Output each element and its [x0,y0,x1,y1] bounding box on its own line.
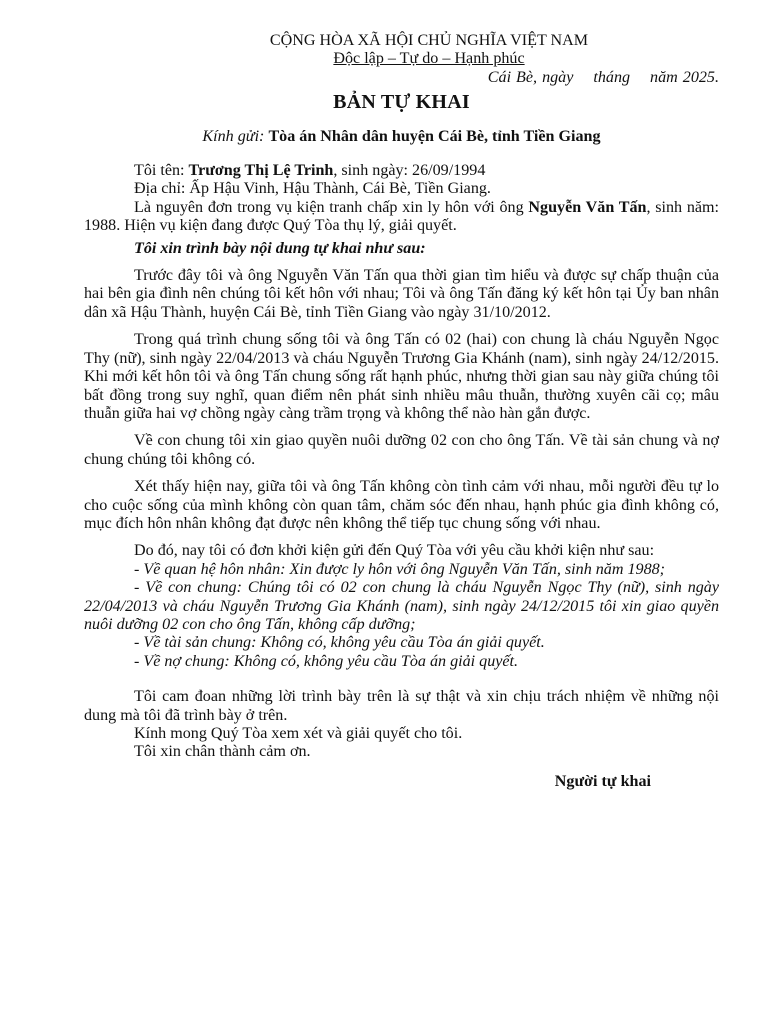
role-text-b: , sinh năm: 1988. Hiện vụ kiện đang được Quý Tòa thụ lý, giải quyết. [84,198,720,235]
section-heading: Tôi xin trình bày nội dung tự khai như sau: [134,239,426,257]
declarant-name-line [84,162,719,180]
declarant-role [84,199,719,236]
declarant-name: Trương Thị Lệ Trinh [188,162,334,180]
signature-label: Người tự khai [554,772,651,790]
declarant-birth: , sinh ngày: 26/09/1994 [333,162,486,180]
national-motto: Độc lập – Tự do – Hạnh phúc [333,50,525,68]
date-month: tháng [593,68,631,86]
date-year: năm 2025. [650,68,719,86]
request-item-property: - Về tài sản chung: Không có, không yêu cầu Tòa án giải quyết. [134,634,545,652]
document-title: BẢN TỰ KHAI [333,91,470,114]
recipient-prefix: Kính gửi: [202,127,265,145]
national-title: CỘNG HÒA XÃ HỘI CHỦ NGHĨA VIỆT NAM [269,32,589,49]
paragraph-2: Trong quá trình chung sống tôi và ông Tấn có 02 (hai) con chung là cháu Nguyễn Ngọc Thy (nữ), sinh ngày 22/04/2013 và cháu Nguyễn Trương Gia Khánh (nam), sinh ngày 24/12/2015. Khi mới kết hôn tôi và ông Tấn chung sống rất hạnh phúc, nhưng thời gian sau này giữa chúng tôi bất đồng trong suy nghĩ, quan điểm nên phát sinh nhiều mâu thuẫn, thường xuyên cãi cọ; mâu thuẫn giữa hai vợ chồng ngày càng trầm trọng và không thể nào hàn gắn được. [84,331,719,422]
closing-commitment: Tôi cam đoan những lời trình bày trên là sự thật và xin chịu trách nhiệm về những nội dung mà tôi đã trình bày ở trên. [84,688,719,724]
declarant-address: Địa chỉ: Ấp Hậu Vinh, Hậu Thành, Cái Bè, Tiền Giang. [134,180,491,198]
request-item-children: - Về con chung: Chúng tôi có 02 con chung là cháu Nguyễn Ngọc Thy (nữ), sinh ngày 22/04/2013 và cháu Nguyễn Trương Gia Khánh (nam), sinh ngày 24/12/2015 tôi xin giao quyền nuôi dưỡng 02 con cho ông Tấn, không cấp dưỡng; [84,579,719,633]
closing-thanks: Tôi xin chân thành cảm ơn. [134,743,311,761]
paragraph-1: Trước đây tôi và ông Nguyễn Văn Tấn qua thời gian tìm hiểu và được sự chấp thuận của hai bên gia đình nên chúng tôi kết hôn với nhau; Tôi và ông Tấn đăng ký kết hôn tại Ủy ban nhân dân xã Hậu Thành, huyện Cái Bè, tỉnh Tiền Giang vào ngày 31/10/2012. [84,267,719,321]
defendant-name: Nguyễn Văn Tấn [528,198,647,216]
date-place: Cái Bè, ngày [487,68,574,86]
closing-request: Kính mong Quý Tòa xem xét và giải quyết cho tôi. [134,725,463,742]
paragraph-4: Xét thấy hiện nay, giữa tôi và ông Tấn không còn tình cảm với nhau, mỗi người đều tự lo cho cuộc sống của mình không còn quan tâm, chăm sóc đến nhau, hạnh phúc gia đình không có, mục đích hôn nhân không đạt được nên không thể tiếp tục chung sống với nhau. [84,478,719,532]
name-prefix: Tôi tên: [134,162,185,180]
request-intro: Do đó, nay tôi có đơn khởi kiện gửi đến Quý Tòa với yêu cầu khởi kiện như sau: [134,542,655,560]
date-line [84,69,719,87]
paragraph-3: Về con chung tôi xin giao quyền nuôi dưỡng 02 con cho ông Tấn. Về tài sản chung và nợ chung chúng tôi không có. [84,432,719,468]
role-text-a: Là nguyên đơn trong vụ kiện tranh chấp xin ly hôn với ông [134,198,524,216]
request-item-marriage: - Về quan hệ hôn nhân: Xin được ly hôn với ông Nguyễn Văn Tấn, sinh năm 1988; [134,560,666,578]
recipient-name: Tòa án Nhân dân huyện Cái Bè, tỉnh Tiền Giang [268,127,601,145]
request-item-debt: - Về nợ chung: Không có, không yêu cầu Tòa án giải quyết. [134,652,519,670]
declarant-info [84,162,719,236]
recipient-line [84,128,719,146]
